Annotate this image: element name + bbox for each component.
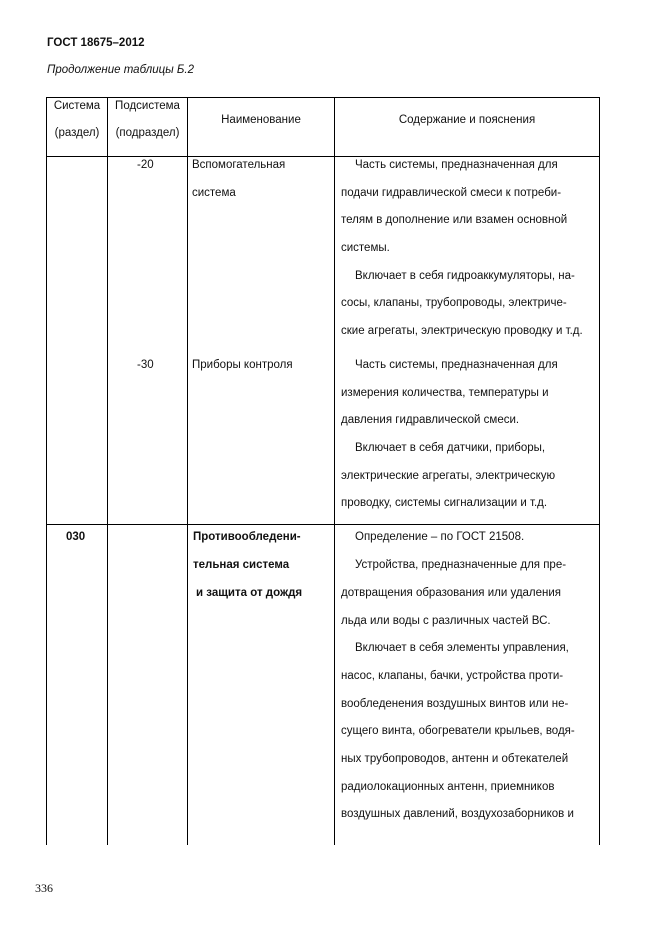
text-line: Определение – по ГОСТ 21508. — [355, 531, 525, 543]
text-line: радиолокационных антенн, приемников — [341, 781, 555, 793]
text-line: измерения количества, температуры и — [341, 387, 549, 399]
subsystem-name-line-2: система — [192, 187, 236, 199]
subsystem-name-line-1: Приборы контроля — [192, 359, 293, 371]
text-line: давления гидравлической смеси. — [341, 414, 520, 426]
subsystem-code: -20 — [137, 159, 154, 171]
text-line: ские агрегаты, электрическую проводку и т.д. — [341, 325, 583, 337]
column-divider-3 — [334, 97, 335, 845]
table-top-border — [46, 97, 600, 98]
text-line: вообледенения воздушных винтов или не- — [341, 698, 569, 710]
column-divider-2 — [187, 97, 188, 845]
subsystem-name-line-1: Вспомогательная — [192, 159, 286, 171]
text-line: Часть системы, предназначенная для — [355, 159, 558, 171]
text-line: Включает в себя датчики, приборы, — [355, 442, 546, 454]
header-name: Наименование — [221, 114, 301, 126]
page-number: 336 — [35, 881, 53, 895]
text-line: Часть системы, предназначенная для — [355, 359, 558, 371]
system-name-line-2: тельная система — [193, 559, 290, 571]
text-line: воздушных давлений, воздухозаборников и — [341, 808, 574, 820]
header-system-line-2: (раздел) — [54, 127, 100, 139]
text-line: проводку, системы сигнализации и т.д. — [341, 497, 548, 509]
document-header: ГОСТ 18675–2012 — [47, 37, 145, 49]
text-line: сосы, клапаны, трубопроводы, электриче- — [341, 297, 567, 309]
text-line: Включает в себя гидроаккумуляторы, на- — [355, 270, 575, 282]
header-content: Содержание и пояснения — [398, 114, 536, 126]
text-line: ных трубопроводов, антенн и обтекателей — [341, 753, 569, 765]
header-system-line-1: Система — [53, 100, 101, 112]
header-subsystem-line-1: Подсистема — [115, 100, 180, 112]
subsystem-code: -30 — [137, 359, 154, 371]
table-left-border — [46, 97, 47, 845]
system-name-line-1: Противообледени- — [193, 531, 301, 543]
text-line: сущего винта, обогреватели крыльев, водя- — [341, 725, 575, 737]
header-subsystem-line-2: (подраздел) — [115, 127, 180, 139]
system-name-line-3: и защита от дождя — [196, 587, 303, 599]
text-line: подачи гидравлической смеси к потреби- — [341, 187, 562, 199]
text-line: электрические агрегаты, электрическую — [341, 470, 556, 482]
text-line: льда или воды с различных частей ВС. — [341, 615, 551, 627]
text-line: дотвращения образования или удаления — [341, 587, 562, 599]
text-line: телям в дополнение или взамен основной — [341, 214, 568, 226]
text-line: Включает в себя элементы управления, — [355, 642, 569, 654]
column-divider-1 — [107, 97, 108, 845]
text-line: насос, клапаны, бачки, устройства проти- — [341, 670, 564, 682]
table-right-border — [599, 97, 600, 845]
text-line: системы. — [341, 242, 390, 254]
system-code: 030 — [66, 531, 86, 543]
text-line: Устройства, предназначенные для пре- — [355, 559, 567, 571]
table-caption: Продолжение таблицы Б.2 — [47, 64, 194, 76]
